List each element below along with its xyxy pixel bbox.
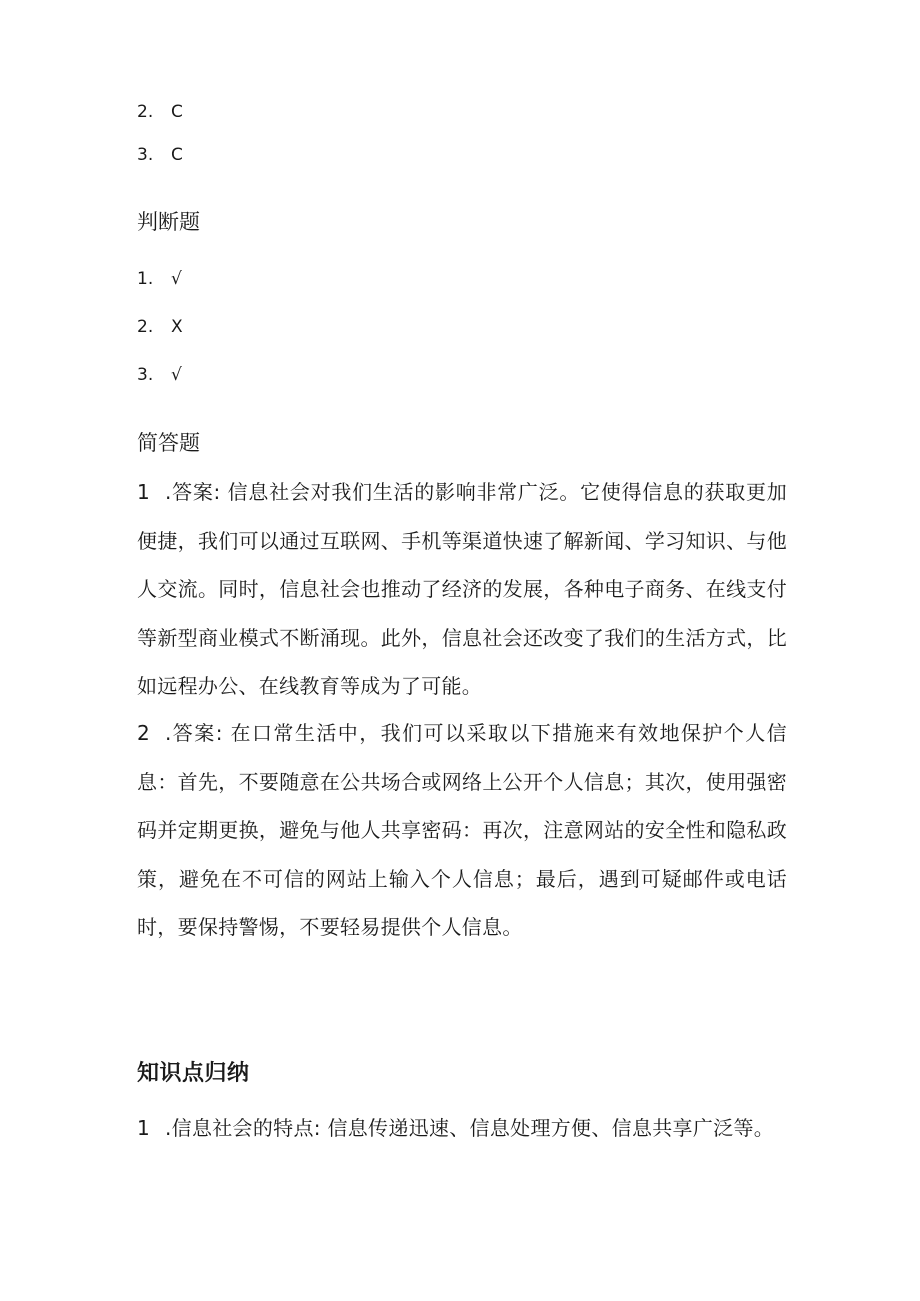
- answer-text: .答案: 在口常生活中，我们可以采取以下措施来有效地保护个人信息：首先，不要随意在公共场合或网络上公开个人信息；其次，使用强密码并定期更换，避免与他人共享密码：再次，注意网站的安全性和隐私政策，避免在不可信的网站上输入个人信息；最后，遇到可疑邮件或电话时，要保持警惕，不要轻易提供个人信息。: [137, 721, 787, 939]
- knowledge-text: .信息社会的特点: 信息传递迅速、信息处理方便、信息共享广泛等。: [165, 1116, 775, 1140]
- judgment-answer-row: [137, 363, 182, 387]
- item-number: 2.: [137, 102, 154, 122]
- judgment-section-title: 判断题: [137, 210, 200, 234]
- short-answer-paragraph: [137, 468, 787, 711]
- item-number: 1: [137, 480, 151, 504]
- answer-text: .答案: 信息社会对我们生活的影响非常广泛。它使得信息的获取更加便捷，我们可以通过互联网、手机等渠道快速了解新闻、学习知识、与他人交流。同时，信息社会也推动了经济的发展，各种电子商务、在线支付等新型商业模式不断涌现。此外，信息社会还改变了我们的生活方式，比如远程办公、在线教育等成为了可能。: [137, 480, 787, 698]
- item-answer: √: [171, 269, 182, 289]
- item-answer: √: [171, 365, 182, 385]
- item-number: 1: [137, 1116, 151, 1140]
- item-number: 1.: [137, 269, 154, 289]
- item-number: 2: [137, 721, 151, 745]
- item-number: 3.: [137, 365, 154, 385]
- judgment-answer-row: [137, 267, 182, 291]
- item-answer: X: [171, 317, 183, 337]
- short-answer-section-title: 简答题: [137, 431, 200, 455]
- knowledge-section-title: 知识点归纳: [137, 1061, 250, 1086]
- item-answer: C: [171, 102, 183, 122]
- choice-answer-row: [137, 100, 183, 124]
- knowledge-item: [137, 1104, 797, 1153]
- judgment-answer-row: [137, 315, 183, 339]
- item-number: 3.: [137, 145, 154, 165]
- choice-answer-row: [137, 143, 183, 167]
- short-answer-paragraph: [137, 709, 787, 952]
- item-number: 2.: [137, 317, 154, 337]
- item-answer: C: [171, 145, 183, 165]
